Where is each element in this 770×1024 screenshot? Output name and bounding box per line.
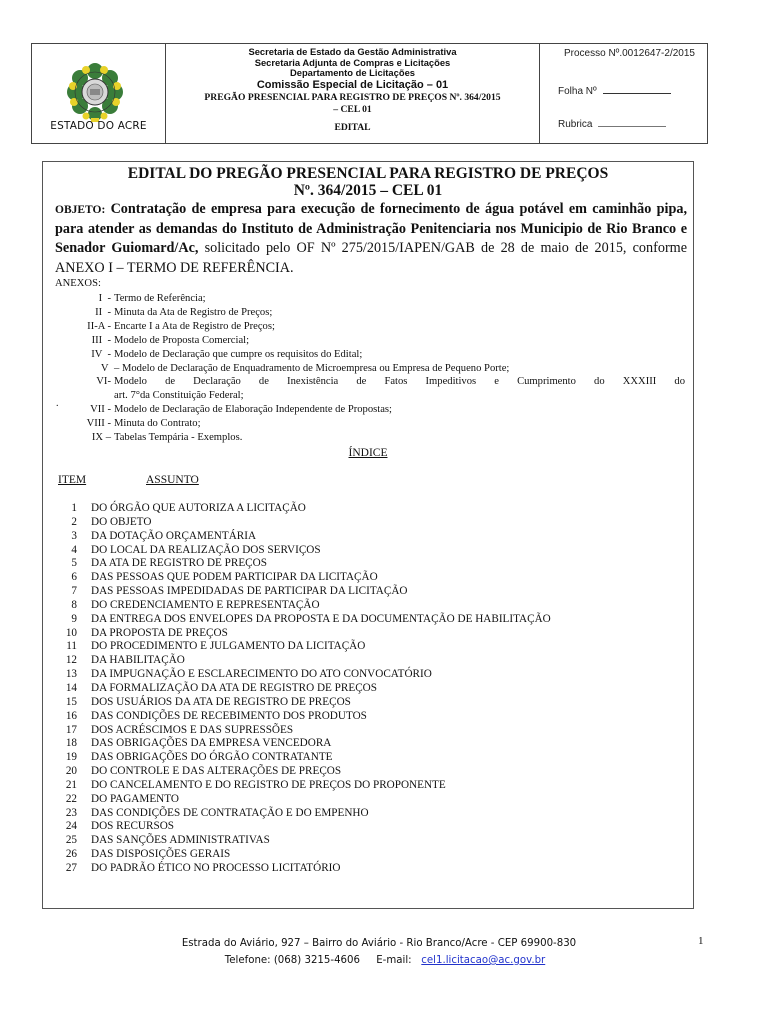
toc-item-number: 11 <box>66 640 77 653</box>
anexo-number: IV - <box>91 348 111 360</box>
toc-row <box>57 765 551 779</box>
anexo-text: Minuta do Contrato; <box>114 418 201 430</box>
toc-row <box>57 696 551 710</box>
objeto-label: OBJETO: <box>55 204 106 216</box>
toc-row <box>57 793 551 807</box>
toc-row <box>57 820 551 834</box>
anexo-item <box>55 375 685 389</box>
toc-item-subject: DA IMPUGNAÇÃO E ESCLARECIMENTO DO ATO CONVOCATÓRIO <box>91 668 432 681</box>
toc-row <box>57 724 551 738</box>
anexo-item <box>55 403 685 417</box>
edital-summary-box <box>42 161 694 909</box>
doc-type: EDITAL <box>334 121 371 133</box>
toc-row <box>57 848 551 862</box>
letterhead-process-cell <box>540 44 707 143</box>
toc-item-number: 18 <box>65 737 77 750</box>
toc-row <box>57 627 551 641</box>
anexo-text: Modelo de Proposta Comercial; <box>114 334 250 346</box>
anexo-number: VI- <box>96 376 111 388</box>
anexo-item <box>55 431 685 445</box>
toc-item-subject: DO CONTROLE E DAS ALTERAÇÕES DE PREÇOS <box>91 765 342 778</box>
toc-item-subject: DAS DISPOSIÇÕES GERAIS <box>91 848 231 861</box>
page-number: 1 <box>698 935 704 947</box>
toc-row <box>57 516 551 530</box>
toc-item-number: 3 <box>71 529 77 542</box>
toc-row <box>57 834 551 848</box>
table-of-contents <box>57 502 551 876</box>
toc-row <box>57 530 551 544</box>
toc-item-number: 13 <box>65 668 77 681</box>
title-line-1: EDITAL DO PREGÃO PRESENCIAL PARA REGISTRO DE PREÇOS <box>127 165 609 182</box>
document-title <box>43 165 693 199</box>
footer-address: Estrada do Aviário, 927 – Bairro do Aviário - Rio Branco/Acre - CEP 69900-830 <box>181 938 577 949</box>
objeto-paragraph <box>55 200 687 278</box>
toc-item-number: 19 <box>65 751 77 764</box>
indice-heading: ÍNDICE <box>348 447 388 459</box>
toc-row <box>57 640 551 654</box>
letterhead-logo-cell <box>32 44 166 143</box>
folha-label: Folha Nº <box>558 86 597 97</box>
toc-item-number: 17 <box>65 723 77 736</box>
toc-item-subject: DAS OBRIGAÇÕES DO ÓRGÃO CONTRATANTE <box>91 751 333 764</box>
toc-item-number: 16 <box>65 709 77 722</box>
coat-of-arms-icon <box>62 62 128 124</box>
anexos-heading: ANEXOS: <box>55 278 101 289</box>
toc-item-subject: DAS PESSOAS IMPEDIDADAS DE PARTICIPAR DA LICITAÇÃO <box>91 585 408 598</box>
pregao-line: PREGÃO PRESENCIAL PARA REGISTRO DE PREÇOS Nº. 364/2015 <box>204 91 501 103</box>
toc-item-subject: DOS ACRÉSCIMOS E DAS SUPRESSÕES <box>91 723 294 736</box>
anexo-text: Modelo de Declaração de Elaboração Independente de Propostas; <box>114 404 392 416</box>
commission-name: Comissão Especial de Licitação – 01 <box>256 78 449 91</box>
toc-item-number: 9 <box>71 612 77 625</box>
toc-item-subject: DOS RECURSOS <box>91 820 174 833</box>
objeto-rest-text: solicitado pelo OF Nº 275/2015/IAPEN/GAB de 28 de maio de 2015, conforme ANEXO I – TERMO DE REFERÊNCIA. <box>55 240 687 276</box>
toc-item-subject: DAS CONDIÇÕES DE RECEBIMENTO DOS PRODUTOS <box>91 709 367 722</box>
letterhead-center-cell <box>166 44 540 143</box>
toc-item-number: 15 <box>65 695 77 708</box>
footer-email-link[interactable]: cel1.licitacao@ac.gov.br <box>421 955 546 966</box>
toc-item-subject: DOS USUÁRIOS DA ATA DE REGISTRO DE PREÇOS <box>91 695 351 708</box>
anexo-text: Tabelas Tempária - Exemplos. <box>114 432 243 444</box>
toc-item-subject: DO PROCEDIMENTO E JULGAMENTO DA LICITAÇÃO <box>91 640 366 653</box>
anexo-number: III - <box>91 334 111 346</box>
toc-row <box>57 668 551 682</box>
toc-item-subject: DO PAGAMENTO <box>91 792 179 805</box>
anexo-text: Modelo de Declaração de Inexistência de Fatos Impeditivos e Cumprimento do XXXIII do <box>114 376 685 388</box>
anexo-text: Termo de Referência; <box>114 293 206 304</box>
toc-item-subject: DO CREDENCIAMENTO E REPRESENTAÇÃO <box>91 598 320 611</box>
toc-row <box>57 807 551 821</box>
title-line-2: Nº. 364/2015 – CEL 01 <box>293 182 443 199</box>
toc-item-subject: DAS OBRIGAÇÕES DA EMPRESA VENCEDORA <box>91 737 332 750</box>
toc-item-subject: DO PADRÃO ÉTICO NO PROCESSO LICITATÓRIO <box>91 861 341 874</box>
toc-item-subject: DA ATA DE REGISTRO DE PREÇOS <box>91 557 267 570</box>
anexo-item <box>55 306 685 320</box>
toc-item-subject: DA FORMALIZAÇÃO DA ATA DE REGISTRO DE PREÇOS <box>91 681 377 694</box>
folha-field <box>558 86 671 97</box>
logo-caption: ESTADO DO ACRE <box>50 120 147 132</box>
anexo-text: Modelo de Declaração que cumpre os requisitos do Edital; <box>114 348 363 360</box>
toc-item-subject: DO OBJETO <box>91 515 152 528</box>
anexo-number: I - <box>98 293 111 304</box>
toc-item-number: 24 <box>65 820 77 833</box>
toc-row <box>57 682 551 696</box>
org-line-3: Departamento de Licitações <box>289 67 416 79</box>
toc-item-number: 7 <box>71 585 77 598</box>
anexo-text: art. 7°da Constituição Federal; <box>114 390 244 402</box>
toc-item-number: 21 <box>65 778 77 791</box>
toc-row <box>57 737 551 751</box>
stray-dot: . <box>56 398 59 409</box>
column-header-item: ITEM <box>58 474 87 486</box>
anexo-text: – Modelo de Declaração de Enquadramento de Microempresa ou Empresa de Pequeno Porte; <box>114 362 510 374</box>
toc-item-subject: DA ENTREGA DOS ENVELOPES DA PROPOSTA E DA DOCUMENTAÇÃO DE HABILITAÇÃO <box>91 612 551 625</box>
anexo-item <box>55 334 685 348</box>
toc-item-subject: DA PROPOSTA DE PREÇOS <box>91 626 228 639</box>
toc-row <box>57 862 551 876</box>
toc-row <box>57 557 551 571</box>
column-header-assunto: ASSUNTO <box>146 474 199 486</box>
rubrica-label: Rubrica <box>558 119 593 130</box>
toc-item-subject: DO ÓRGÃO QUE AUTORIZA A LICITAÇÃO <box>91 502 306 514</box>
page-footer <box>0 935 770 969</box>
process-number: Processo Nº.0012647-2/2015 <box>564 48 695 59</box>
toc-item-number: 1 <box>71 502 77 514</box>
toc-item-number: 5 <box>71 557 77 570</box>
toc-item-subject: DA DOTAÇÃO ORÇAMENTÁRIA <box>91 529 257 542</box>
objeto-bold-text: Contratação de empresa para execução de fornecimento de água potável em caminhão pipa, para atender as demandas do Instituto de Administração Penitenciaria nos Municipio de Rio Branco e Senador Guiomard/Ac, <box>55 201 687 257</box>
toc-item-number: 8 <box>71 598 77 611</box>
anexo-item <box>55 292 685 306</box>
rubrica-blank-line <box>598 126 666 127</box>
org-line-1: Secretaria de Estado da Gestão Administrativa <box>248 46 457 57</box>
toc-row <box>57 710 551 724</box>
toc-row <box>57 751 551 765</box>
anexo-number: VII - <box>90 404 111 416</box>
toc-item-number: 20 <box>65 765 77 778</box>
toc-row <box>57 585 551 599</box>
anexo-number: IX – <box>91 432 111 444</box>
toc-row <box>57 613 551 627</box>
anexo-item-continuation <box>55 389 685 403</box>
anexo-text: Encarte I a Ata de Registro de Preços; <box>114 320 275 332</box>
footer-email-label: E-mail: <box>376 955 412 966</box>
anexo-number: V <box>100 362 111 374</box>
anexo-item <box>55 417 685 431</box>
toc-item-number: 2 <box>71 515 77 528</box>
anexo-number: II - <box>95 306 111 318</box>
toc-item-number: 25 <box>65 834 77 847</box>
rubrica-field <box>558 119 666 130</box>
footer-contact <box>0 952 770 969</box>
toc-item-subject: DAS PESSOAS QUE PODEM PARTICIPAR DA LICITAÇÃO <box>91 571 378 584</box>
anexo-number: II-A - <box>87 320 111 332</box>
toc-item-number: 10 <box>65 626 77 639</box>
letterhead-table <box>31 43 708 144</box>
folha-blank-line <box>603 93 671 94</box>
toc-item-number: 23 <box>65 806 77 819</box>
toc-row <box>57 502 551 516</box>
org-line-2: Secretaria Adjunta de Compras e Licitações <box>254 56 451 68</box>
anexo-item <box>55 362 685 376</box>
footer-phone: Telefone: (068) 3215-4606 <box>224 955 360 966</box>
anexos-list <box>55 292 685 445</box>
anexo-number <box>55 389 111 403</box>
cel-line: – CEL 01 <box>333 103 372 115</box>
anexo-text: Minuta da Ata de Registro de Preços; <box>114 306 273 318</box>
anexo-item <box>55 348 685 362</box>
toc-row <box>57 654 551 668</box>
anexo-number: VIII - <box>86 418 111 430</box>
toc-row <box>57 571 551 585</box>
toc-item-number: 6 <box>71 571 77 584</box>
toc-item-number: 14 <box>65 681 77 694</box>
toc-item-number: 22 <box>65 792 77 805</box>
toc-item-subject: DAS CONDIÇÕES DE CONTRATAÇÃO E DO EMPENHO <box>91 806 369 819</box>
toc-row <box>57 544 551 558</box>
toc-item-subject: DAS SANÇÕES ADMINISTRATIVAS <box>91 834 270 847</box>
toc-row <box>57 779 551 793</box>
toc-item-number: 12 <box>65 654 77 667</box>
toc-item-number: 27 <box>65 861 77 874</box>
toc-item-subject: DA HABILITAÇÃO <box>91 654 185 667</box>
anexo-item <box>55 320 685 334</box>
toc-item-subject: DO LOCAL DA REALIZAÇÃO DOS SERVIÇOS <box>91 543 321 556</box>
toc-item-subject: DO CANCELAMENTO E DO REGISTRO DE PREÇOS DO PROPONENTE <box>91 778 446 791</box>
toc-row <box>57 599 551 613</box>
toc-item-number: 4 <box>71 543 77 556</box>
toc-item-number: 26 <box>65 848 77 861</box>
